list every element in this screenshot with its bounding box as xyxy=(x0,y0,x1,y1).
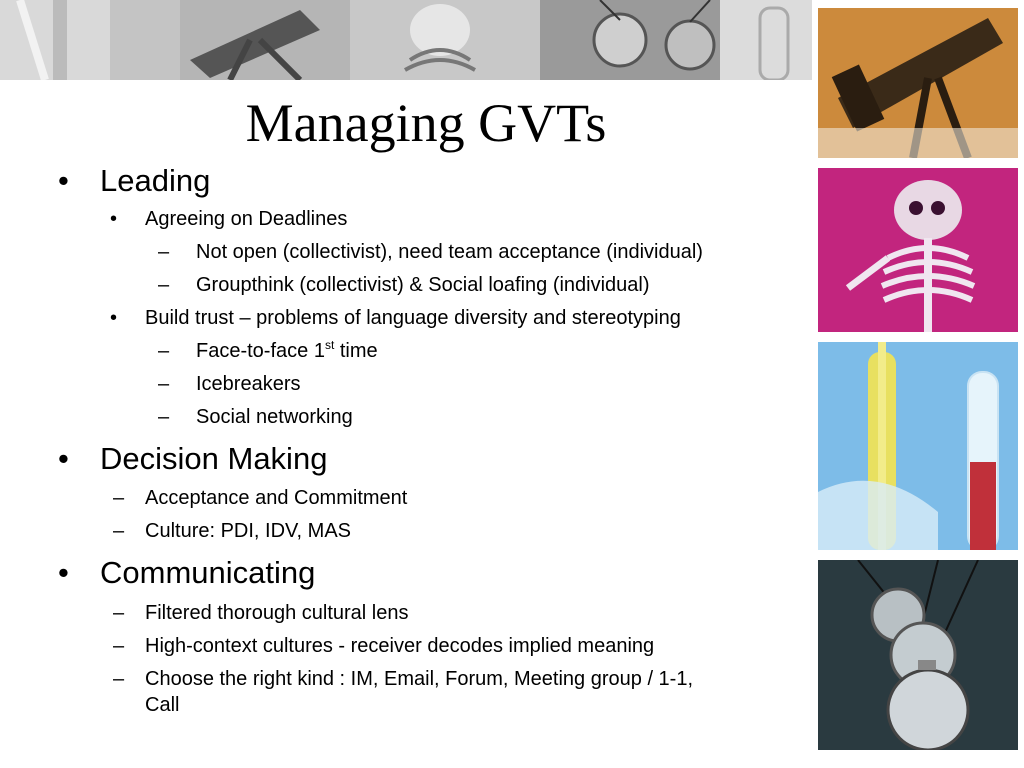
dash-marker: – xyxy=(113,520,125,542)
dash-marker: – xyxy=(158,274,170,296)
item-acceptance: Acceptance and Commitment xyxy=(145,487,408,509)
item-social-networking: Social networking xyxy=(196,406,353,428)
dash-marker: – xyxy=(158,373,170,395)
test-tubes-image xyxy=(818,342,1018,550)
heading-communicating: Communicating xyxy=(100,555,316,590)
bullet-marker: • xyxy=(58,441,69,476)
dash-marker: – xyxy=(158,406,170,428)
bullet-marker: • xyxy=(58,555,69,590)
item-culture: Culture: PDI, IDV, MAS xyxy=(145,520,351,542)
dash-marker: – xyxy=(113,602,125,624)
skeleton-image xyxy=(818,168,1018,332)
bullet-marker: • xyxy=(58,163,69,198)
slide-title: Managing GVTs xyxy=(245,93,607,153)
item-groupthink: Groupthink (collectivist) & Social loafing (individual) xyxy=(196,274,650,296)
sub-agreeing-deadlines: Agreeing on Deadlines xyxy=(145,208,348,230)
sub-build-trust: Build trust – problems of language diversity and stereotyping xyxy=(145,307,681,329)
item-face-to-face-tail: time xyxy=(334,340,378,362)
heading-decision-making: Decision Making xyxy=(100,441,328,476)
bullet-marker: • xyxy=(110,208,118,230)
item-choose-kind: Choose the right kind : IM, Email, Forum, Meeting group / 1-1, xyxy=(145,668,694,690)
superscript-st: st xyxy=(324,338,335,352)
heading-leading: Leading xyxy=(100,163,211,198)
dash-marker: – xyxy=(113,668,125,690)
newtons-cradle-image xyxy=(818,560,1018,750)
dash-marker: – xyxy=(113,487,125,509)
item-not-open: Not open (collectivist), need team acceptance (individual) xyxy=(196,241,703,263)
item-filtered: Filtered thorough cultural lens xyxy=(145,602,409,624)
dash-marker: – xyxy=(113,635,125,657)
item-high-context: High-context cultures - receiver decodes implied meaning xyxy=(145,635,655,657)
dash-marker: – xyxy=(158,340,170,362)
item-face-to-face-text: Face-to-face 1 xyxy=(196,340,325,362)
item-face-to-face xyxy=(196,340,378,363)
item-icebreakers: Icebreakers xyxy=(196,373,301,395)
item-choose-kind-continued: Call xyxy=(145,694,180,716)
bullet-marker: • xyxy=(110,307,118,329)
dash-marker: – xyxy=(158,241,170,263)
